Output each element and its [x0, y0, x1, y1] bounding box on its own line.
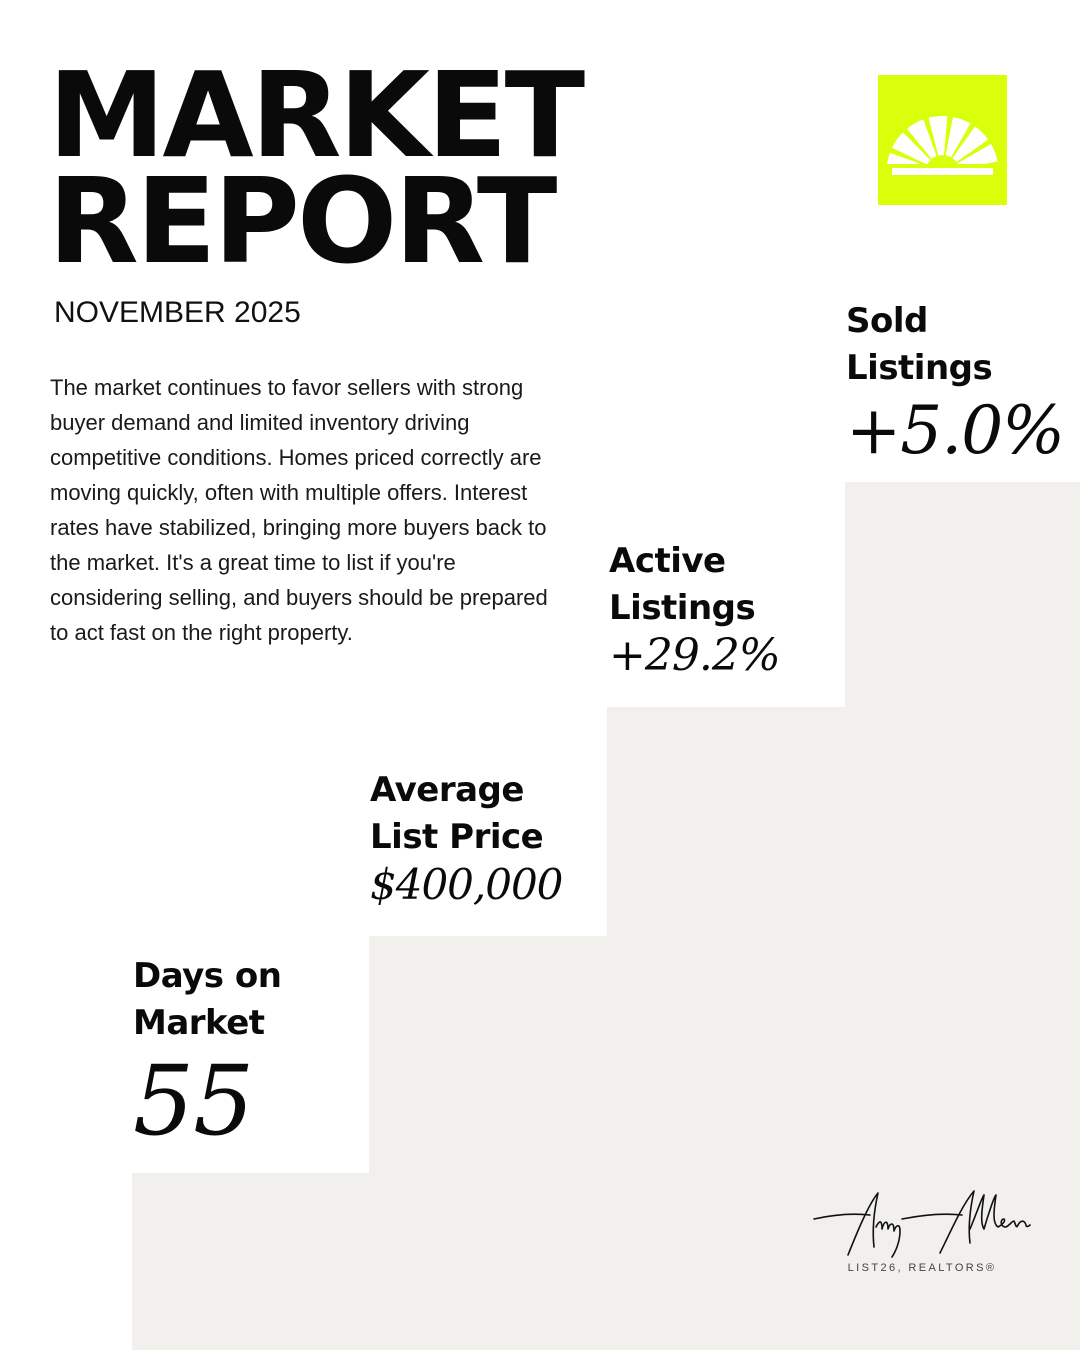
stat-active-listings: [609, 538, 780, 682]
brokerage-name: LIST26, REALTORS®: [847, 1262, 997, 1274]
intro-paragraph: The market continues to favor sellers with strong buyer demand and limited inventory driving competitive conditions. Homes priced correctly are moving quickly, often with multiple offers. Interest rates have stabilized, bringing more buyers back to the market. It's a great time to list if you're considering selling, and buyers should be prepared to act fast on the right property.: [50, 375, 548, 645]
stat-value: $400,000: [370, 860, 563, 909]
page-title: [48, 46, 583, 290]
page-title-line1: MARKET: [48, 46, 583, 184]
signature: [812, 1185, 1032, 1263]
stat-label-line2: Listings: [846, 348, 993, 388]
report-month: NOVEMBER 2025: [54, 296, 301, 329]
stat-label-line1: Days on: [133, 956, 282, 996]
stat-label-line2: Market: [133, 1003, 265, 1043]
stat-label: [133, 953, 281, 1047]
stat-label: [846, 298, 1064, 392]
stat-label-line1: Average: [370, 770, 524, 810]
stat-label: [370, 767, 562, 861]
stat-value: +5.0%: [846, 392, 1064, 469]
stat-label-line2: Listings: [609, 588, 756, 628]
stat-label-line1: Sold: [846, 301, 928, 341]
stat-sold-listings: [846, 298, 1064, 468]
stat-label: [609, 538, 780, 632]
stat-average-list-price: [370, 767, 562, 911]
stat-value: +29.2%: [609, 630, 780, 681]
stat-label-line1: Active: [609, 541, 726, 581]
stat-label-line2: List Price: [370, 817, 544, 857]
sunrise-icon: [878, 75, 1007, 205]
page-title-line2: REPORT: [48, 152, 555, 290]
brand-logo: [878, 75, 1007, 205]
stat-days-on-market: [133, 953, 282, 1157]
stat-value: 55: [133, 1045, 254, 1157]
